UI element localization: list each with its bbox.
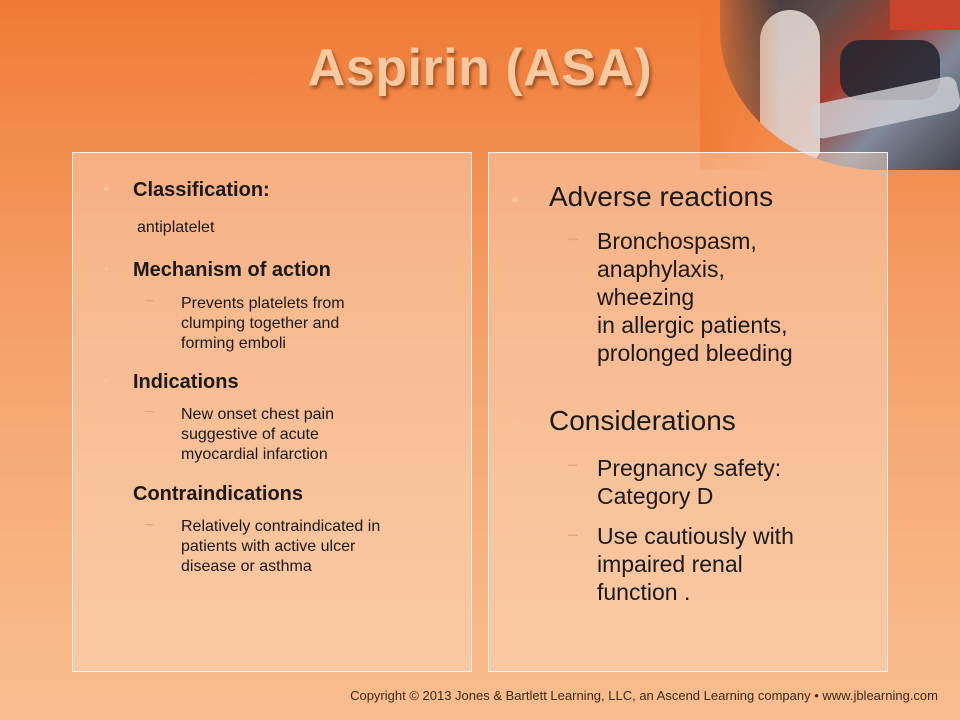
dash-contraindications: − (145, 517, 155, 534)
contraindications-label: Contraindications (133, 483, 304, 505)
copyright-footer: Copyright © 2013 Jones & Bartlett Learning, LLC, an Ascend Learning company • www.jblearning.com (350, 688, 938, 703)
bullet-considerations: • (511, 411, 519, 436)
indications-text: New onset chest pain suggestive of acute myocardial infarction (181, 406, 334, 463)
indications-label: Indications (133, 371, 239, 393)
dash-mechanism: − (145, 293, 155, 310)
bullet-indications: • (103, 371, 110, 391)
right-panel (488, 152, 888, 672)
bullet-adverse: • (511, 187, 519, 212)
mechanism-text: Prevents platelets from clumping together and forming emboli (181, 295, 345, 352)
dash-adverse: − (567, 229, 579, 251)
dash-caution: − (567, 525, 579, 547)
dash-pregnancy: − (567, 455, 579, 477)
adverse-reactions-label: Adverse reactions (549, 181, 774, 212)
contraindications-text: Relatively contraindicated in patients with active ulcer disease or asthma (181, 518, 381, 575)
caution-text: Use cautiously with impaired renal function . (597, 523, 794, 605)
classification-label: Classification: (133, 179, 270, 201)
adverse-reactions-text: Bronchospasm, anaphylaxis, wheezing in allergic patients, prolonged bleeding (597, 228, 793, 366)
pregnancy-safety-text: Pregnancy safety: Category D (597, 455, 782, 509)
dash-indications: − (145, 404, 155, 421)
considerations-label: Considerations (549, 405, 736, 436)
left-panel (72, 152, 472, 672)
slide-title: Aspirin (ASA) (307, 39, 653, 97)
mechanism-label: Mechanism of action (133, 259, 331, 281)
classification-value: antiplatelet (137, 219, 215, 236)
bullet-classification: • (103, 179, 110, 199)
bullet-contraindications: • (103, 483, 110, 503)
bullet-mechanism: • (103, 259, 110, 279)
